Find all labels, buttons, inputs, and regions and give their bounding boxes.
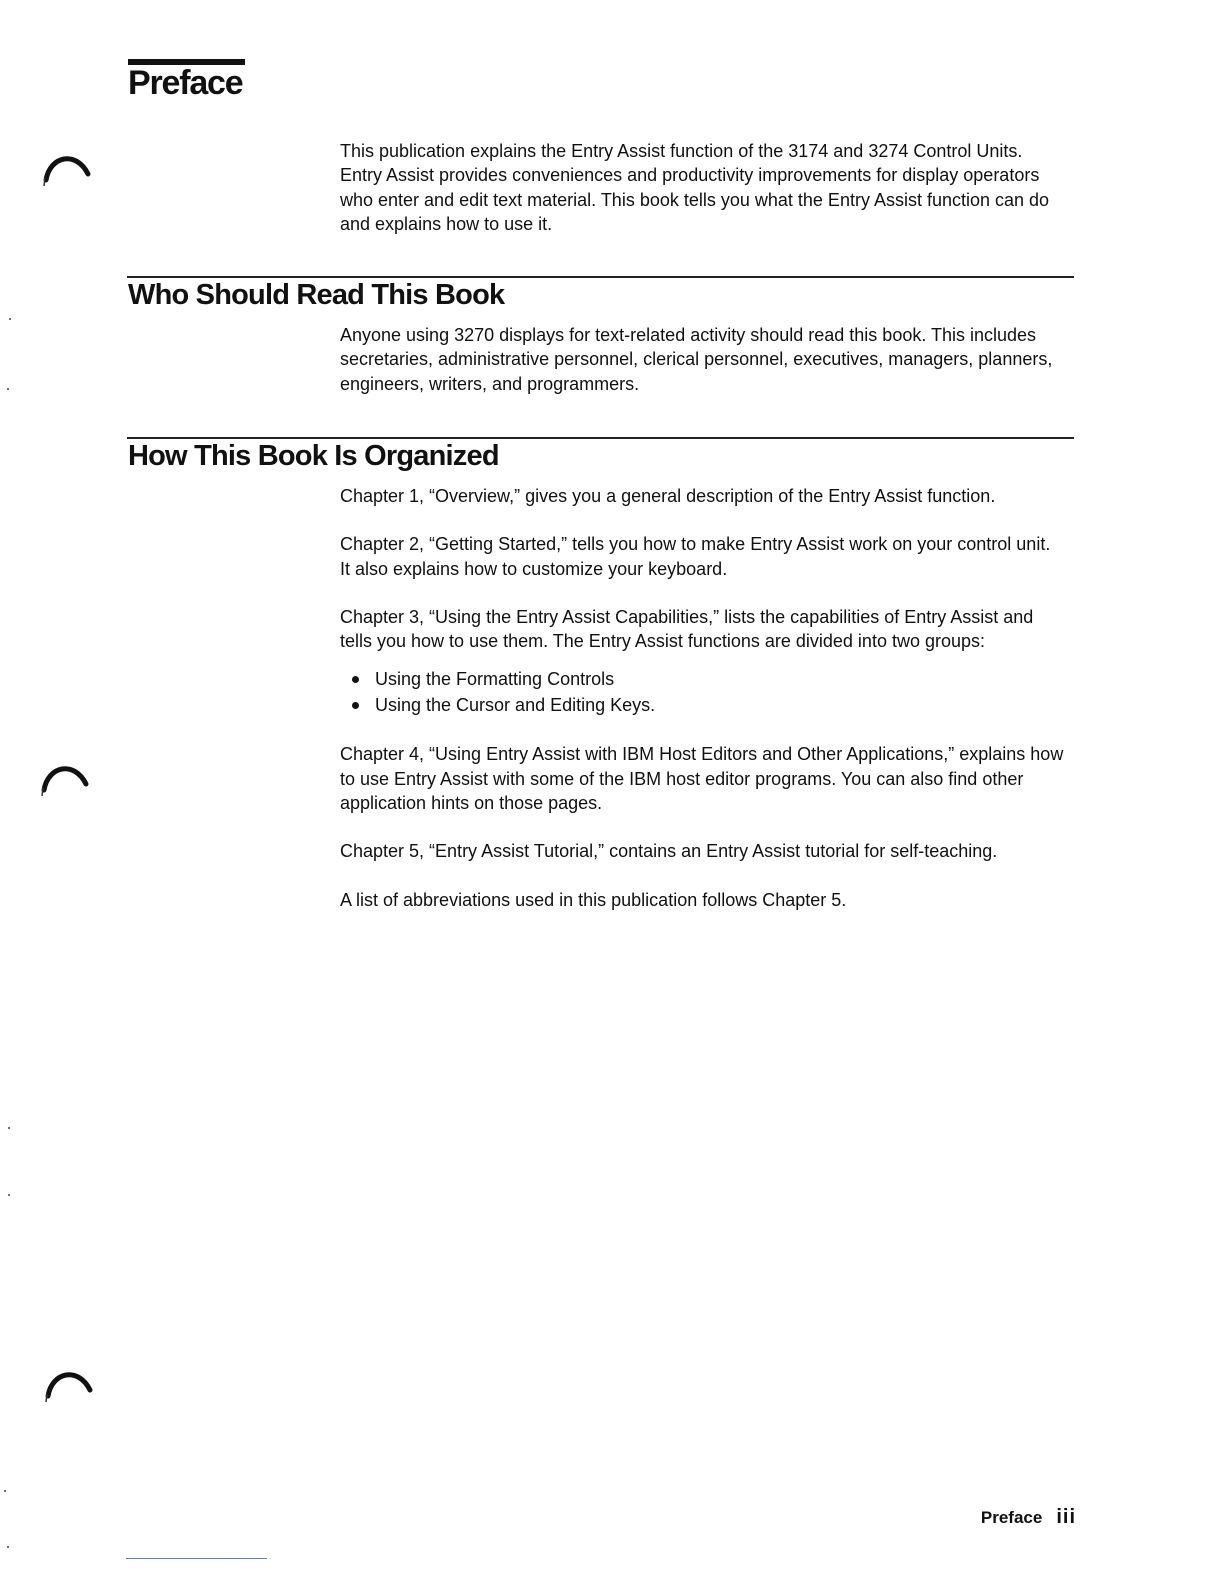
abbreviations-paragraph: A list of abbreviations used in this publication follows Chapter 5.	[340, 889, 847, 910]
scan-speck	[8, 1194, 10, 1196]
page-footer	[900, 1506, 1076, 1530]
list-item-text: Using the Formatting Controls	[375, 669, 615, 690]
chapter-4-paragraph: Chapter 4, “Using Entry Assist with IBM Host Editors and Other Applications,” explains how to use Entry Assist with some of the IBM host editor programs. You can also find other application hints on those pages.	[340, 744, 1064, 814]
section-heading-who: Who Should Read This Book	[128, 279, 505, 311]
bullet-icon	[352, 702, 359, 709]
who-paragraph: Anyone using 3270 displays for text-related activity should read this book. This includes secretaries, administrative personnel, clerical personnel, executives, managers, planners, engineers, writers, and programmers.	[340, 325, 1053, 394]
who-block	[340, 323, 1065, 396]
chapter-5-paragraph: Chapter 5, “Entry Assist Tutorial,” contains an Entry Assist tutorial for self-teaching.	[340, 841, 998, 862]
preface-intro-block	[340, 139, 1065, 236]
chapter-title: Preface	[128, 64, 243, 102]
scan-edge-line	[126, 1558, 267, 1559]
chapter-2-paragraph: Chapter 2, “Getting Started,” tells you how to make Entry Assist work on your control unit. It also explains how to customize your keyboard.	[340, 534, 1051, 579]
scan-speck	[7, 1546, 9, 1548]
how-block	[340, 484, 1065, 912]
list-item	[340, 666, 1065, 692]
binder-hole-mark	[44, 1364, 94, 1404]
scan-speck	[8, 1127, 10, 1129]
scan-speck	[7, 388, 9, 390]
binder-hole-mark	[42, 148, 92, 188]
preface-intro-paragraph: This publication explains the Entry Assist function of the 3174 and 3274 Control Units. Entry Assist provides conveniences and productivity improvements for display operators who enter and edit text material. This book tells you what the Entry Assist function can do and explains how to use it.	[340, 141, 1050, 234]
list-item	[340, 692, 1065, 718]
section-heading-how: How This Book Is Organized	[128, 440, 499, 472]
binder-hole-mark	[40, 758, 90, 798]
page-number: iii	[1056, 1506, 1076, 1528]
chapter-3-paragraph: Chapter 3, “Using the Entry Assist Capabilities,” lists the capabilities of Entry Assist and tells you how to use them. The Entry Assist functions are divided into two groups:	[340, 606, 1034, 652]
chapter-3-bullet-list	[340, 666, 1065, 718]
list-item-text: Using the Cursor and Editing Keys.	[375, 695, 656, 716]
footer-section-label: Preface	[980, 1508, 1043, 1527]
scan-speck	[4, 1490, 6, 1492]
bullet-icon	[352, 676, 359, 683]
chapter-1-paragraph: Chapter 1, “Overview,” gives you a general description of the Entry Assist function.	[340, 486, 996, 506]
scan-speck	[9, 318, 11, 320]
